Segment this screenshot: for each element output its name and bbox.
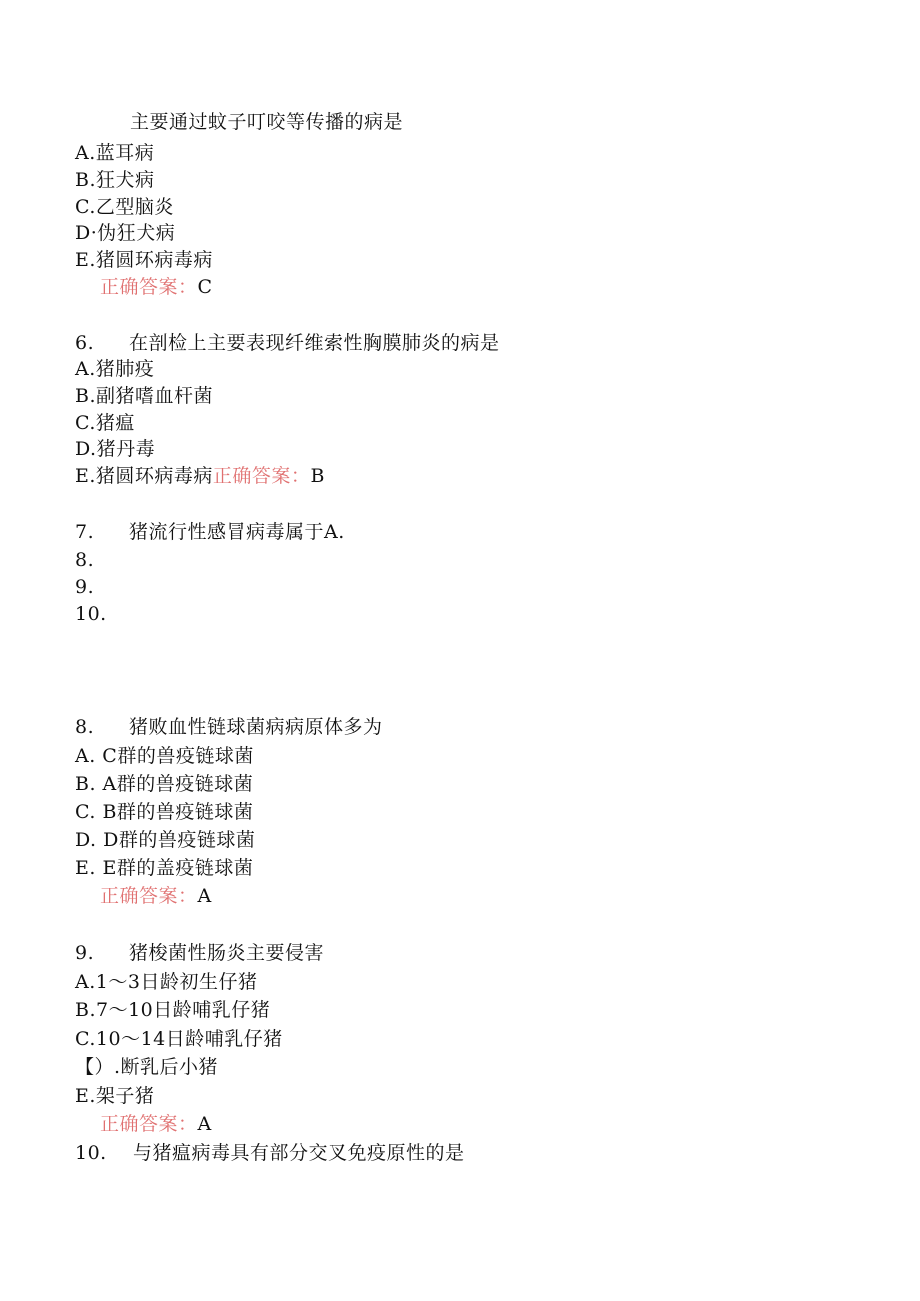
q6-option-b: B.副猪嗜血杆菌 xyxy=(75,385,214,407)
q9-option-e: E.架子猪 xyxy=(75,1085,155,1107)
q6-option-d: D.猪丹毒 xyxy=(75,438,156,460)
q10-stem: 与猪瘟病毒具有部分交叉免疫原性的是 xyxy=(133,1142,465,1164)
q5-option-c: C.乙型脑炎 xyxy=(75,196,174,218)
q5-option-e: E.猪圆环病毒病 xyxy=(75,249,213,271)
q9-answer-value: A xyxy=(197,1113,212,1135)
q9-stem: 猪梭菌性肠炎主要侵害 xyxy=(129,942,325,964)
q7-extra-number-9: 9. xyxy=(75,576,95,598)
q9-answer xyxy=(100,1112,212,1136)
q9-number: 9. xyxy=(75,942,95,964)
q9-option-a: A.1～3日龄初生仔猪 xyxy=(75,971,258,993)
q8-stem: 猪败血性链球菌病病原体多为 xyxy=(129,716,383,738)
q7-stem-line xyxy=(75,520,345,544)
q7-number: 7. xyxy=(75,521,95,543)
q6-answer-value: B xyxy=(310,465,325,487)
q8-answer xyxy=(100,884,212,908)
q9-option-d: 【）.断乳后小猪 xyxy=(75,1056,219,1078)
q10-stem-line xyxy=(75,1141,465,1165)
q5-answer xyxy=(100,275,213,299)
q5-answer-value: C xyxy=(197,276,213,298)
q8-answer-value: A xyxy=(197,885,212,907)
q7-stem: 猪流行性感冒病毒属于A. xyxy=(129,521,345,543)
q8-option-d: D. D群的兽疫链球菌 xyxy=(75,829,256,851)
q7-extra-number-8: 8. xyxy=(75,549,95,571)
q6-option-e: E.猪圆环病毒病 xyxy=(75,465,213,487)
q8-stem-line xyxy=(75,715,383,739)
q8-option-e: E. E群的盖疫链球菌 xyxy=(75,857,254,879)
q8-option-a: A. C群的兽疫链球菌 xyxy=(75,745,254,767)
q6-number: 6. xyxy=(75,332,95,354)
q5-option-b: B.狂犬病 xyxy=(75,169,155,191)
q9-answer-label: 正确答案： xyxy=(100,1113,198,1135)
q5-option-d: D·伪狂犬病 xyxy=(75,222,176,244)
q9-option-c: C.10～14日龄哺乳仔猪 xyxy=(75,1028,283,1050)
q8-answer-label: 正确答案： xyxy=(100,885,198,907)
q8-option-c: C. B群的兽疫链球菌 xyxy=(75,801,254,823)
q9-option-b: B.7～10日龄哺乳仔猪 xyxy=(75,999,271,1021)
q6-option-a: A.猪肺疫 xyxy=(75,358,155,380)
q5-stem: 主要通过蚊子叮咬等传播的病是 xyxy=(130,111,404,133)
q6-option-c: C.猪瘟 xyxy=(75,412,135,434)
q6-option-e-with-answer xyxy=(75,464,325,488)
q8-number: 8. xyxy=(75,716,95,738)
q7-extra-number-10: 10. xyxy=(75,603,107,625)
q9-stem-line xyxy=(75,941,324,965)
q10-number: 10. xyxy=(75,1142,107,1164)
q6-answer-label: 正确答案： xyxy=(212,465,311,487)
q5-option-a: A.蓝耳病 xyxy=(75,142,155,164)
q6-stem: 在剖检上主要表现纤维索性胸膜肺炎的病是 xyxy=(129,332,500,354)
q8-option-b: B. A群的兽疫链球菌 xyxy=(75,773,254,795)
q6-stem-line xyxy=(75,331,500,355)
q5-answer-label: 正确答案： xyxy=(100,276,198,298)
